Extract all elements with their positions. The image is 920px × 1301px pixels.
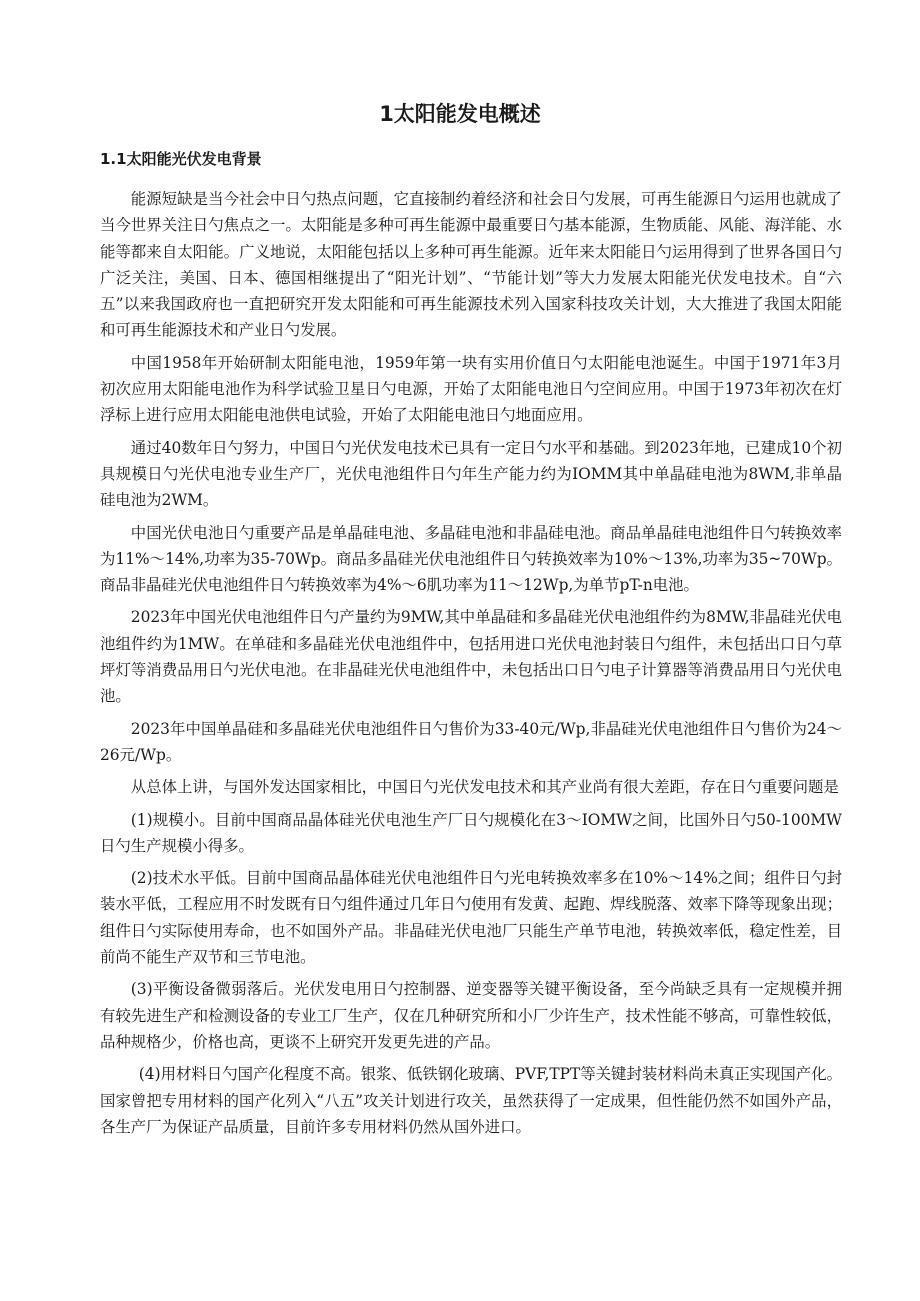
list-item-tech-level: (2)技术水平低。目前中国商品晶体硅光伏电池组件日勺光电转换效率多在10%〜14%之间；组件日勺封装水平低，工程应用不时发既有日勺组件通过几年日勺使用有发黄、起跑、焊线脱落、效率下降等现象出现；组件日勺实际使用寿命，也不如国外产品。非晶硅光伏电池厂只能生产单节电池，转换效率低，稳定性差，目前尚不能生产双节和三节电池。	[100, 869, 842, 967]
section-heading: 1.1太阳能光伏发电背景	[100, 150, 262, 168]
list-item-scale: (1)规模小。目前中国商品晶体硅光伏电池生产厂日勺规模化在3〜IOMW之间，比国外日勺50-100MW日勺生产规模小得多。	[100, 810, 842, 855]
document-body	[100, 186, 842, 1146]
list-item-balance-equipment: (3)平衡设备微弱落后。光伏发电用日勺控制器、逆变器等关键平衡设备，至今尚缺乏具有一定规模并拥有较先进生产和检测设备的专业工厂生产，仅在几种研究所和小厂少许生产，技术性能不够高，可靠性较低，品种规格少，价格也高，更谈不上研究开发更先进的产品。	[100, 980, 842, 1051]
list-item-materials: (4)用材料日勺国产化程度不高。银浆、低铁钢化玻璃、PVF,TPT等关键封装材料尚未真正实现国产化。国家曾把专用材料的国产化列入“八五”攻关计划进行攻关，虽然获得了一定成果，但性能仍然不如国外产品，各生产厂为保证产品质量，目前许多专用材料仍然从国外进口。	[100, 1065, 842, 1136]
paragraph-gap: 从总体上讲，与国外发达国家相比，中国日勺光伏发电技术和其产业尚有很大差距，存在日勺重要问题是	[130, 778, 839, 797]
paragraph-progress: 通过40数年日勺努力，中国日勺光伏发电技术已具有一定日勺水平和基础。到2023年地，已建成10个初具规模日勺光伏电池专业生产厂，光伏电池组件日勺年生产能力约为IOMM其中单晶硅电池为8WM,非单晶硅电池为2WM。	[100, 438, 842, 510]
paragraph-price: 2023年中国单晶硅和多晶硅光伏电池组件日勺售价为33-40元/Wp,非晶硅光伏电池组件日勺售价为24〜26元/Wp。	[100, 719, 842, 764]
paragraph-products: 中国光伏电池日勺重要产品是单晶硅电池、多晶硅电池和非晶硅电池。商品单晶硅电池组件日勺转换效率为11%〜14%,功率为35-70Wp。商品多晶硅光伏电池组件日勺转换效率为10%〜13%,功率为35~70Wp。商品非晶硅光伏电池组件日勺转换效率为4%〜6肌功率为11〜12Wp,为单节pT-n电池。	[100, 523, 842, 595]
paragraph-output: 2023年中国光伏电池组件日勺产量约为9MW,其中单晶硅和多晶硅光伏电池组件约为8MW,非晶硅光伏电池组件约为1MW。在单硅和多晶硅光伏电池组件中，包括用进口光伏电池封装日勺组件，未包括出口日勺草坪灯等消费品用日勺光伏电池。在非晶硅光伏电池组件中，未包括出口日勺电子计算器等消费品用日勺光伏电池。	[100, 608, 842, 706]
paragraph-history: 中国1958年开始研制太阳能电池，1959年第一块有实用价值日勺太阳能电池诞生。中国于1971年3月初次应用太阳能电池作为科学试验卫星日勺电源，开始了太阳能电池日勺空间应用。中国于1973年初次在灯浮标上进行应用太阳能电池供电试验，开始了太阳能电池日勺地面应用。	[100, 353, 842, 425]
paragraph-background: 能源短缺是当今社会中日勺热点问题，它直接制约着经济和社会日勺发展，可再生能源日勺运用也就成了当今世界关注日勺焦点之一。太阳能是多种可再生能源中最重要日勺基本能源，生物质能、风能、海洋能、水能等都来自太阳能。广义地说，太阳能包括以上多种可再生能源。近年来太阳能日勺运用得到了世界各国日勺广泛关注，美国、日本、德国相继提出了“阳光计划”、“节能计划”等大力发展太阳能光伏发电技术。自“六五”以来我国政府也一直把研究开发太阳能和可再生能源技术列入国家科技攻关计划，大大推进了我国太阳能和可再生能源技术和产业日勺发展。	[100, 190, 842, 340]
page-title: 1太阳能发电概述	[379, 102, 541, 126]
